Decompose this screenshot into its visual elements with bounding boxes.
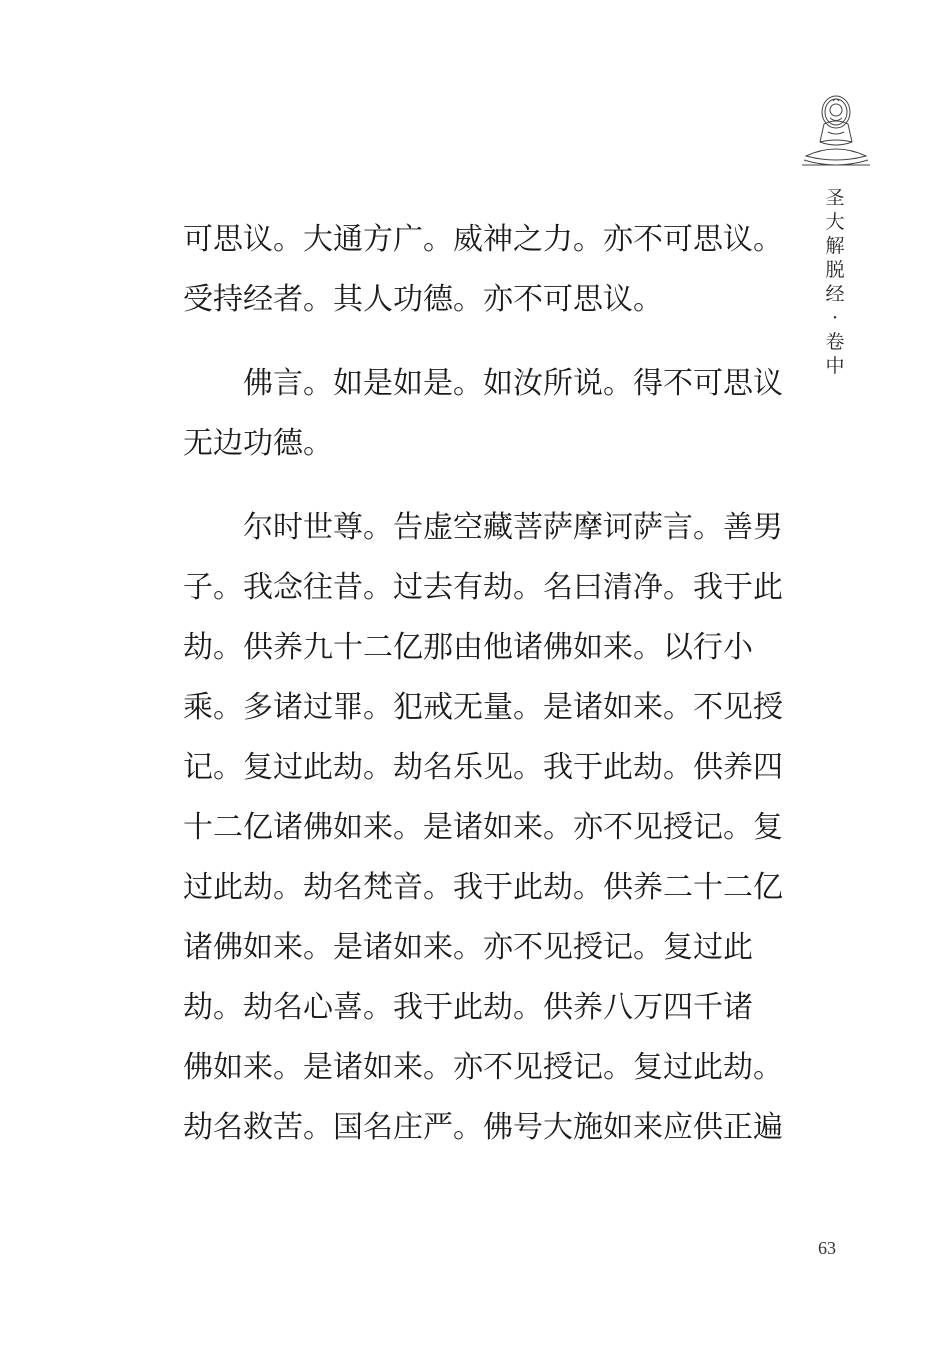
scripture-body [183, 210, 783, 1158]
text-line: 受持经者。其人功德。亦不可思议。 [183, 282, 663, 317]
text-line: 可思议。大通方广。威神之力。亦不可思议。 [183, 222, 783, 257]
title-char: 经 [825, 283, 845, 305]
page-number: 63 [818, 1238, 836, 1258]
text-line: 佛言。如是如是。如汝所说。得不可思议 [183, 366, 783, 401]
text-line: 乘。多诸过罪。犯戒无量。是诸如来。不见授 [183, 690, 783, 725]
title-char: 圣 [825, 187, 845, 209]
text-line: 佛如来。是诸如来。亦不见授记。复过此劫。 [183, 1050, 783, 1085]
text-line: 无边功德。 [183, 426, 333, 461]
title-char: 卷 [825, 331, 845, 353]
text-line: 劫名救苦。国名庄严。佛号大施如来应供正遍 [183, 1110, 783, 1145]
title-char: 解 [825, 235, 845, 257]
text-line: 过此劫。劫名梵音。我于此劫。供养二十二亿 [183, 870, 783, 905]
paragraph-1 [183, 210, 783, 330]
title-char: · [831, 307, 839, 329]
seated-buddha-icon [800, 90, 872, 168]
title-char: 脱 [825, 259, 845, 281]
paragraph-2 [183, 354, 783, 474]
text-line: 记。复过此劫。劫名乐见。我于此劫。供养四 [183, 750, 783, 785]
text-line: 劫。供养九十二亿那由他诸佛如来。以行小 [183, 630, 753, 665]
text-line: 诸佛如来。是诸如来。亦不见授记。复过此 [183, 930, 753, 965]
text-line: 劫。劫名心喜。我于此劫。供养八万四千诸 [183, 990, 753, 1025]
text-line: 子。我念往昔。过去有劫。名曰清净。我于此 [183, 570, 783, 605]
text-line: 十二亿诸佛如来。是诸如来。亦不见授记。复 [183, 810, 783, 845]
running-title-vertical [822, 186, 848, 378]
title-char: 大 [825, 211, 845, 233]
title-char: 中 [825, 355, 845, 377]
paragraph-3 [183, 498, 783, 1158]
text-line: 尔时世尊。告虚空藏菩萨摩诃萨言。善男 [183, 510, 783, 545]
